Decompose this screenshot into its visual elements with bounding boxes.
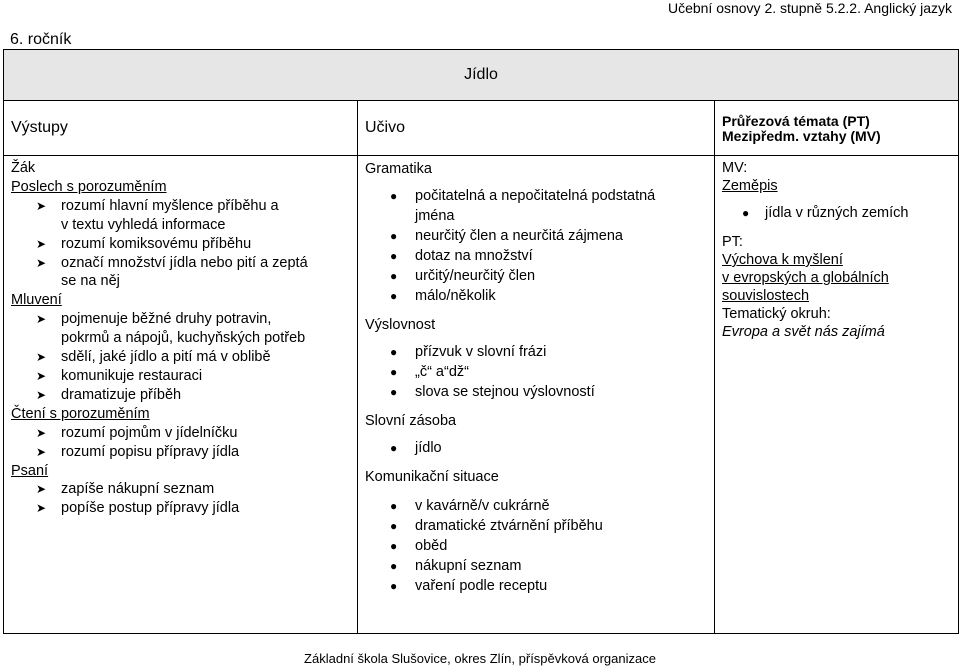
arrow-bullet-icon: ➤ (36, 482, 47, 497)
grade-label: 6. ročník (10, 31, 72, 48)
outcome-item: ➤ rozumí pojmům v jídelníčku (36, 424, 238, 441)
bullet-icon: ● (390, 269, 398, 283)
pronunciation-list (365, 342, 714, 402)
bullet-icon: ● (390, 385, 398, 399)
outcome-item: ➤ pojmenuje běžné druhy potravin, (36, 311, 272, 328)
list-item: ● dotaz na množství (390, 248, 533, 264)
list-item: ● nákupní seznam (390, 558, 522, 574)
arrow-bullet-icon: ➤ (36, 312, 47, 327)
speaking-heading: Mluvení (11, 292, 62, 309)
arrow-bullet-icon: ➤ (36, 425, 47, 440)
outcome-item: ➤ popíše postup přípravy jídla (36, 500, 240, 517)
list-item: ● málo/několik (390, 288, 496, 304)
pt-theme-line: Výchova k myšlení (722, 252, 843, 268)
vocabulary-list (365, 438, 714, 458)
bullet-icon: ● (390, 519, 398, 533)
curriculum-table (3, 49, 959, 634)
arrow-bullet-icon: ➤ (36, 387, 47, 402)
list-item: ● počitatelná a nepočitatelná podstatná jména (390, 188, 656, 224)
bullet-icon: ● (390, 365, 398, 379)
bullet-icon: ● (390, 289, 398, 303)
outcome-item-continuation: pokrmů a nápojů, kuchyňských potřeb (61, 330, 306, 347)
pupil-label: Žák (11, 160, 36, 176)
curriculum-header: Učební osnovy 2. stupně 5.2.2. Anglický jazyk (667, 0, 952, 16)
themes-cell (715, 156, 959, 634)
arrow-bullet-icon: ➤ (36, 444, 47, 459)
bullet-icon: ● (390, 345, 398, 359)
arrow-bullet-icon: ➤ (36, 368, 47, 383)
outcome-item: ➤ označí množství jídla nebo pití a zeptá (36, 254, 308, 271)
pt-area: Evropa a svět nás zajímá (722, 324, 885, 340)
arrow-bullet-icon: ➤ (36, 350, 47, 365)
outcome-item: ➤ zapíše nákupní seznam (36, 481, 215, 498)
grammar-list (365, 186, 714, 306)
outcome-item: ➤ rozumí popisu přípravy jídla (36, 443, 240, 460)
pt-theme-line: souvislostech (722, 288, 810, 304)
bullet-icon: ● (390, 189, 398, 203)
bullet-icon: ● (390, 441, 398, 455)
vocabulary-heading: Slovní zásoba (365, 413, 457, 429)
themes-header-line2: Mezipředm. vztahy (MV) (722, 128, 881, 144)
list-item: ● určitý/neurčitý člen (390, 268, 536, 284)
list-item: ● jídla v různých zemích (742, 205, 909, 221)
mv-subject: Zeměpis (722, 178, 778, 194)
reading-heading: Čtení s porozuměním (11, 405, 150, 422)
list-item: ● jídlo (390, 440, 442, 456)
footer-school: Základní škola Slušovice, okres Zlín, příspěvková organizace (304, 651, 656, 666)
list-item: ● přízvuk v slovní frázi (390, 344, 547, 360)
outcome-item-continuation: se na něj (61, 273, 120, 290)
list-item: ● v kavárně/v cukrárně (390, 498, 550, 514)
list-item: ● slova se stejnou výslovností (390, 384, 595, 400)
column-header-curriculum: Učivo (358, 101, 715, 156)
outcome-item: ➤ komunikuje restauraci (36, 367, 203, 384)
pt-label: PT: (722, 234, 743, 250)
bullet-icon: ● (742, 206, 750, 220)
pt-area-label: Tematický okruh: (722, 306, 831, 322)
mv-list (722, 203, 958, 223)
list-item: ● dramatické ztvárnění příběhu (390, 518, 603, 534)
list-item: ● vaření podle receptu (390, 578, 548, 594)
column-header-outcomes: Výstupy (4, 101, 358, 156)
mv-label: MV: (722, 160, 748, 176)
bullet-icon: ● (390, 579, 398, 593)
themes-header-line1: Průřezová témata (PT) (722, 113, 870, 129)
writing-heading: Psaní (11, 462, 49, 479)
outcome-item: ➤ rozumí komiksovému příběhu (36, 235, 252, 252)
topic-title: Jídlo (4, 50, 959, 101)
outcome-item-continuation: v textu vyhledá informace (61, 216, 226, 233)
curriculum-cell (358, 156, 715, 634)
arrow-bullet-icon: ➤ (36, 198, 47, 213)
outcome-item: ➤ dramatizuje příběh (36, 386, 182, 403)
bullet-icon: ● (390, 249, 398, 263)
listening-heading: Poslech s porozuměním (11, 178, 167, 195)
pronunciation-heading: Výslovnost (365, 317, 436, 333)
outcome-item: ➤ rozumí hlavní myšlence příběhu a (36, 197, 279, 214)
pt-theme-line: v evropských a globálních (722, 270, 889, 286)
outcome-item: ➤ sdělí, jaké jídlo a pití má v oblibě (36, 349, 271, 366)
outcomes-cell (4, 156, 358, 634)
bullet-icon: ● (390, 499, 398, 513)
list-item: ● oběd (390, 538, 448, 554)
situations-heading: Komunikační situace (365, 469, 499, 485)
list-item: ● „č“ a“dž“ (390, 364, 469, 380)
list-item: ● neurčitý člen a neurčitá zájmena (390, 228, 623, 244)
situations-list (365, 496, 714, 596)
bullet-icon: ● (390, 559, 398, 573)
arrow-bullet-icon: ➤ (36, 255, 47, 270)
arrow-bullet-icon: ➤ (36, 236, 47, 251)
bullet-icon: ● (390, 229, 398, 243)
bullet-icon: ● (390, 539, 398, 553)
column-header-themes (715, 101, 959, 156)
arrow-bullet-icon: ➤ (36, 501, 47, 516)
grammar-heading: Gramatika (365, 161, 432, 177)
